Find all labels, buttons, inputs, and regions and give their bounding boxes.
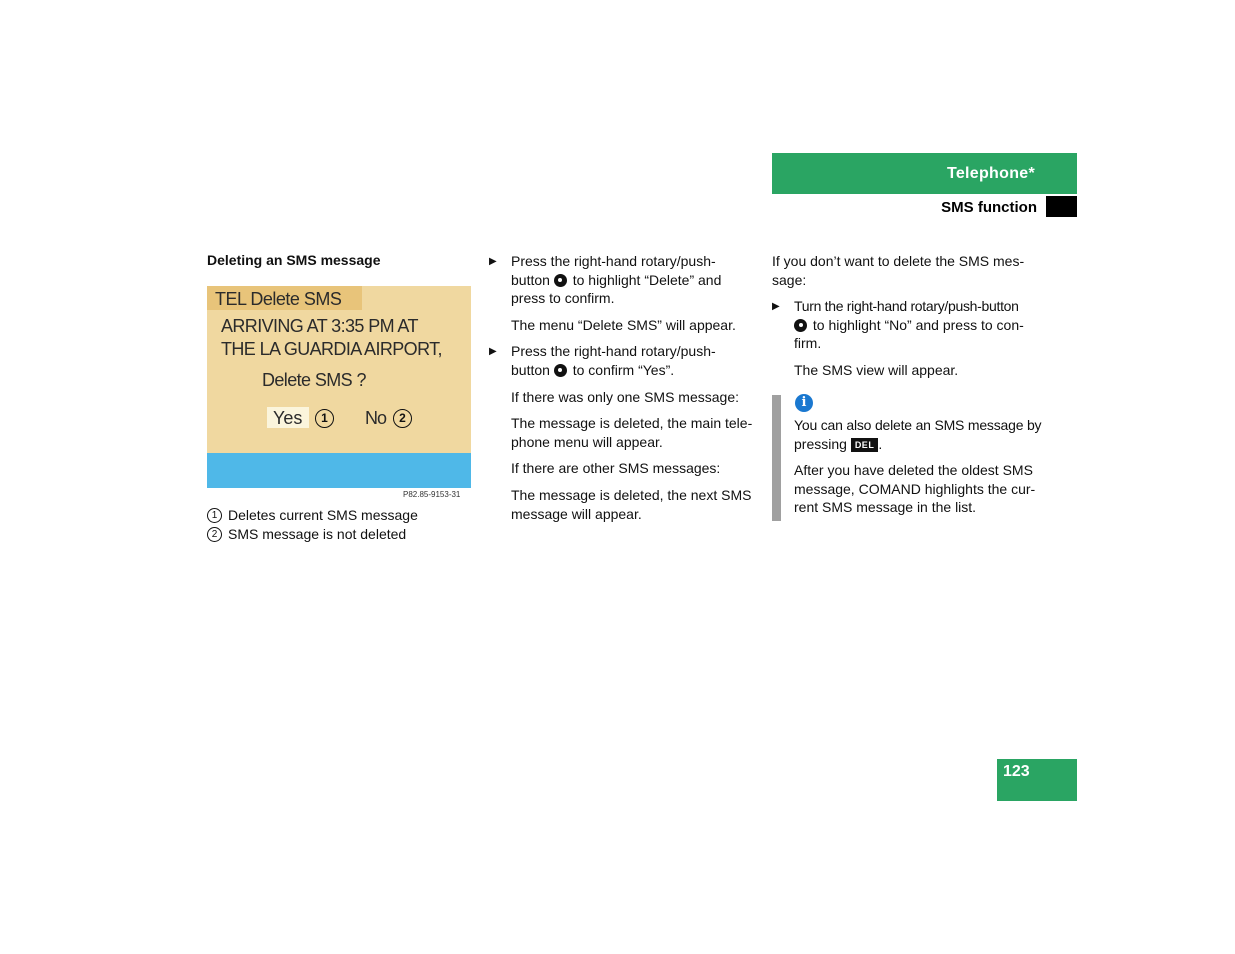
screen-status-bar bbox=[207, 453, 471, 488]
info-note-1 bbox=[794, 416, 1054, 453]
legend-number: 1 bbox=[207, 508, 222, 523]
section-title: Telephone* bbox=[946, 165, 1035, 182]
result-3 bbox=[511, 486, 751, 523]
screen-no-option: No bbox=[365, 408, 387, 428]
header-bar bbox=[772, 153, 1077, 194]
bullet-arrow-icon: ▶ bbox=[489, 256, 497, 267]
result-no: The SMS view will appear. bbox=[794, 362, 959, 378]
image-code: P82.85-9153-31 bbox=[403, 490, 461, 499]
info-note-1-line2 bbox=[794, 435, 1054, 454]
step-no-line2 bbox=[794, 316, 1054, 335]
result-2-line2: phone menu will appear. bbox=[511, 433, 663, 450]
screen-prompt: Delete SMS ? bbox=[262, 370, 366, 390]
legend-item-2 bbox=[207, 526, 406, 542]
step-no-line1: Turn the right-hand rotary/push-button bbox=[794, 298, 1019, 314]
step-1-text: button bbox=[511, 271, 550, 288]
callout-2: 2 bbox=[393, 409, 412, 428]
info-note-2-line2: message, COMAND highlights the cur- bbox=[794, 480, 1036, 497]
result-2 bbox=[511, 414, 752, 451]
screen-message-line2: THE LA GUARDIA AIRPORT, bbox=[221, 339, 442, 359]
screen-title: TEL Delete SMS bbox=[215, 289, 342, 309]
legend-number: 2 bbox=[207, 527, 222, 542]
step-2-line2 bbox=[511, 361, 751, 380]
condition-2: If there are other SMS messages: bbox=[511, 460, 721, 476]
step-1 bbox=[511, 252, 751, 308]
step-2-text-cont: to confirm “Yes”. bbox=[572, 361, 675, 378]
info-note-2 bbox=[794, 461, 1054, 517]
section-heading: Deleting an SMS message bbox=[207, 252, 381, 268]
subsection-title bbox=[772, 196, 1041, 217]
callout-1: 1 bbox=[315, 409, 334, 428]
info-note-1-text: pressing bbox=[794, 435, 847, 452]
condition-1: If there was only one SMS message: bbox=[511, 389, 739, 405]
step-2 bbox=[511, 342, 751, 379]
step-1-line1: Press the right-hand rotary/push- bbox=[511, 253, 716, 269]
del-key-icon: DEL bbox=[851, 438, 879, 452]
step-no-line3: firm. bbox=[794, 335, 822, 351]
subsection-title-text: SMS function bbox=[941, 199, 1037, 216]
result-3-line2: message will appear. bbox=[511, 505, 642, 522]
rotary-knob-icon bbox=[554, 364, 567, 377]
info-note-1-line1: You can also delete an SMS message by bbox=[794, 417, 1042, 433]
screen-yes-option: Yes bbox=[273, 408, 303, 428]
step-no-text: to highlight “No” and press to con- bbox=[812, 316, 1024, 333]
info-note-2-line3: rent SMS message in the list. bbox=[794, 499, 977, 515]
intro-line2: sage: bbox=[772, 271, 807, 288]
intro-line1: If you don’t want to delete the SMS mes- bbox=[772, 253, 1025, 269]
result-2-line1: The message is deleted, the main tele- bbox=[511, 415, 753, 431]
step-no bbox=[794, 297, 1054, 353]
rotary-knob-icon bbox=[794, 319, 807, 332]
bullet-arrow-icon: ▶ bbox=[489, 346, 497, 357]
legend-text: SMS message is not deleted bbox=[228, 526, 407, 542]
step-1-line2 bbox=[511, 271, 751, 290]
bullet-arrow-icon: ▶ bbox=[772, 301, 780, 312]
page-number-box bbox=[997, 759, 1077, 801]
info-note-2-line1: After you have deleted the oldest SMS bbox=[794, 462, 1033, 478]
step-1-text-cont: to highlight “Delete” and bbox=[572, 271, 722, 288]
result-3-line1: The message is deleted, the next SMS bbox=[511, 487, 752, 503]
page-number: 123 bbox=[1003, 763, 1030, 780]
screen-message-line1: ARRIVING AT 3:35 PM AT bbox=[221, 316, 418, 336]
screen-title-bar bbox=[207, 286, 362, 310]
step-1-line3: press to confirm. bbox=[511, 290, 615, 306]
header-marker bbox=[1046, 196, 1077, 217]
info-note-1-period: . bbox=[878, 435, 883, 452]
result-1: The menu “Delete SMS” will appear. bbox=[511, 317, 736, 333]
step-2-text: button bbox=[511, 361, 550, 378]
intro bbox=[772, 252, 1024, 289]
step-2-line1: Press the right-hand rotary/push- bbox=[511, 343, 716, 359]
rotary-knob-icon bbox=[554, 274, 567, 287]
info-icon: i bbox=[795, 394, 813, 412]
legend-item-1 bbox=[207, 507, 418, 523]
display-screenshot bbox=[207, 286, 471, 488]
legend-text: Deletes current SMS message bbox=[228, 507, 418, 523]
info-box-bar bbox=[772, 395, 781, 521]
